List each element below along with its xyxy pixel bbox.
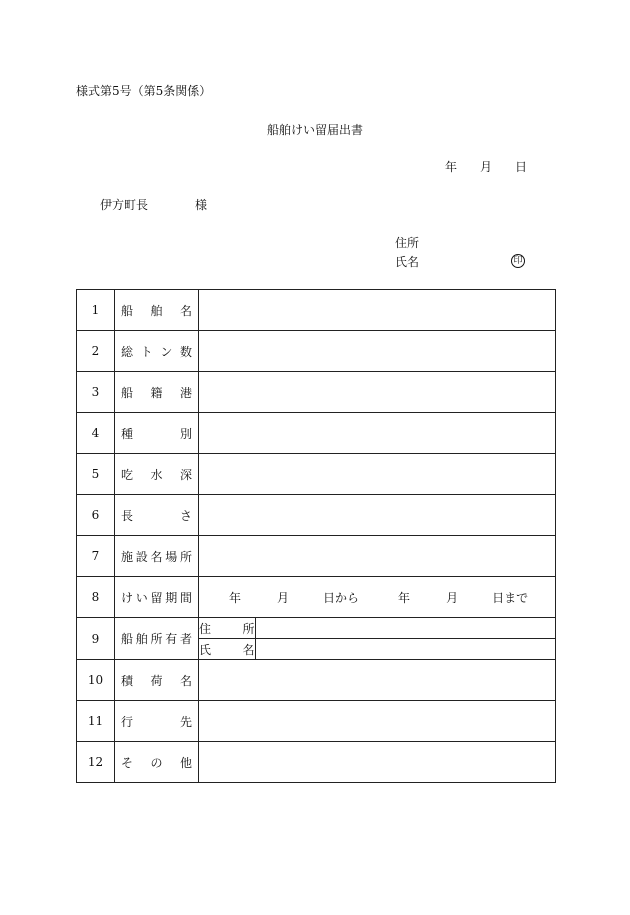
table-row xyxy=(77,331,556,372)
row-number: 4 xyxy=(77,413,115,454)
row-number: 11 xyxy=(77,701,115,742)
period-from-year-label: 年 xyxy=(229,590,242,605)
form-table xyxy=(76,289,556,783)
row-number: 5 xyxy=(77,454,115,495)
table-row xyxy=(77,660,556,701)
document-title: 船舶けい留届出書 xyxy=(266,123,363,137)
owner-name-field[interactable] xyxy=(255,639,555,660)
table-row xyxy=(77,577,556,618)
table-row xyxy=(77,495,556,536)
seal-mark: 印 xyxy=(511,254,525,268)
row-value-field[interactable] xyxy=(199,372,556,413)
row-label: 船 籍 港 xyxy=(115,372,199,413)
row-value-field[interactable] xyxy=(199,331,556,372)
row-number: 6 xyxy=(77,495,115,536)
row-value-field[interactable] xyxy=(199,701,556,742)
period-to-month-label: 月 xyxy=(446,590,459,605)
owner-name-label: 氏 名 xyxy=(199,639,255,660)
row-number: 7 xyxy=(77,536,115,577)
row-label: 船 舶 所 有 者 xyxy=(115,618,199,660)
row-label: 施 設 名 場 所 xyxy=(115,536,199,577)
owner-address-label: 住 所 xyxy=(199,618,255,639)
table-row xyxy=(77,742,556,783)
table-row xyxy=(77,701,556,742)
mooring-period xyxy=(199,589,555,606)
row-value-field[interactable] xyxy=(199,495,556,536)
table-row xyxy=(77,454,556,495)
table-row xyxy=(77,372,556,413)
table-row xyxy=(77,413,556,454)
applicant-name-label: 氏名 xyxy=(395,255,420,269)
date-month-label: 月 xyxy=(480,160,493,174)
row-number: 9 xyxy=(77,618,115,660)
form-number-label: 様式第5号（第5条関係） xyxy=(76,84,212,98)
row-number: 3 xyxy=(77,372,115,413)
row-number: 12 xyxy=(77,742,115,783)
row-label: 長 さ xyxy=(115,495,199,536)
table-row xyxy=(77,290,556,331)
honorific: 様 xyxy=(195,198,208,212)
addressee: 伊方町長 xyxy=(100,198,149,212)
row-label: 船 舶 名 xyxy=(115,290,199,331)
row-value-field[interactable] xyxy=(199,290,556,331)
row-label: 総 ト ン 数 xyxy=(115,331,199,372)
row-number: 2 xyxy=(77,331,115,372)
row-number: 10 xyxy=(77,660,115,701)
date-day-label: 日 xyxy=(515,160,528,174)
row-label: 行 先 xyxy=(115,701,199,742)
row-label: 積 荷 名 xyxy=(115,660,199,701)
period-to-day-label: 日まで xyxy=(492,590,529,605)
row-label: 吃 水 深 xyxy=(115,454,199,495)
row-value-field xyxy=(199,618,556,660)
table-row xyxy=(77,618,556,660)
applicant-address-label: 住所 xyxy=(395,236,420,250)
period-to-year-label: 年 xyxy=(398,590,411,605)
period-from-month-label: 月 xyxy=(277,590,290,605)
table-row xyxy=(77,536,556,577)
row-value-field[interactable] xyxy=(199,660,556,701)
row-label: 種 別 xyxy=(115,413,199,454)
period-from-day-label: 日から xyxy=(323,590,360,605)
owner-address-field[interactable] xyxy=(255,618,555,639)
row-number: 8 xyxy=(77,577,115,618)
row-value-field[interactable] xyxy=(199,536,556,577)
row-value-field[interactable] xyxy=(199,454,556,495)
row-value-field[interactable] xyxy=(199,413,556,454)
row-value-field[interactable] xyxy=(199,577,556,618)
row-label: そ の 他 xyxy=(115,742,199,783)
row-label: け い 留 期 間 xyxy=(115,577,199,618)
row-value-field[interactable] xyxy=(199,742,556,783)
date-year-label: 年 xyxy=(445,160,458,174)
row-number: 1 xyxy=(77,290,115,331)
